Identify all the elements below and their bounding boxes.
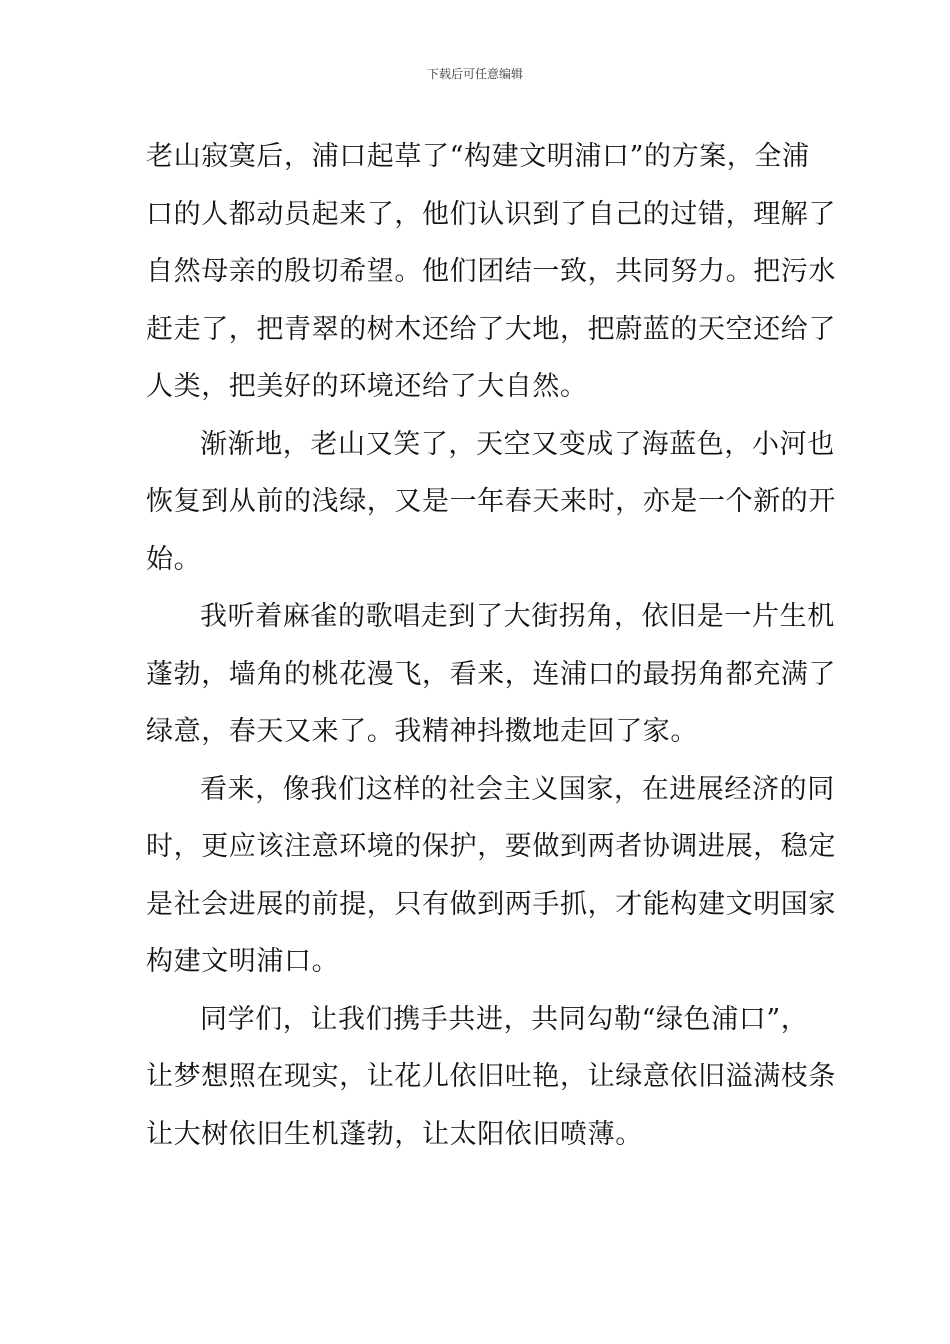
text-line: 时，更应该注意环境的保护，要做到两者协调进展，稳定 <box>146 831 836 862</box>
text-line: 看来，像我们这样的社会主义国家，在进展经济的同 <box>200 773 835 805</box>
text-line: 人类，把美好的环境还给了大自然。 <box>146 371 588 402</box>
text-line: 老山寂寞后，浦口起草了“构建文明浦口”的方案，全浦 <box>146 141 810 172</box>
text-line: 蓬勃，墙角的桃花漫飞，看来，连浦口的最拐角都充满了 <box>146 658 836 690</box>
text-line: 自然母亲的殷切希望。他们团结一致，共同努力。把污水 <box>146 256 836 287</box>
text-line: 赶走了，把青翠的树木还给了大地，把蔚蓝的天空还给了 <box>146 313 836 345</box>
text-line: 同学们，让我们携手共进，共同勾勒“绿色浦口”， <box>200 1003 809 1035</box>
text-line: 我听着麻雀的歌唱走到了大街拐角，依旧是一片生机 <box>200 601 835 632</box>
text-line: 口的人都动员起来了，他们认识到了自己的过错，理解了 <box>146 198 836 230</box>
text-line: 是社会进展的前提，只有做到两手抓，才能构建文明国家 <box>146 888 836 920</box>
paragraph <box>146 416 836 589</box>
text-line: 让大树依旧生机蓬勃，让太阳依旧喷薄。 <box>146 1118 643 1150</box>
paragraph <box>146 588 836 761</box>
text-line: 恢复到从前的浅绿，又是一年春天来时，亦是一个新的开 <box>146 486 836 517</box>
text-line: 始。 <box>146 543 202 575</box>
paragraph <box>146 761 836 991</box>
page-header-note: 下载后可任意编辑 <box>426 67 523 81</box>
paragraph <box>146 991 836 1164</box>
text-line: 渐渐地，老山又笑了，天空又变成了海蓝色，小河也 <box>200 428 835 460</box>
text-line: 绿意，春天又来了。我精神抖擞地走回了家。 <box>146 716 698 747</box>
document-body <box>146 128 836 1163</box>
text-line: 构建文明浦口。 <box>146 946 340 977</box>
paragraph <box>146 128 836 416</box>
text-line: 让梦想照在现实，让花儿依旧吐艳，让绿意依旧溢满枝条 <box>146 1061 836 1092</box>
